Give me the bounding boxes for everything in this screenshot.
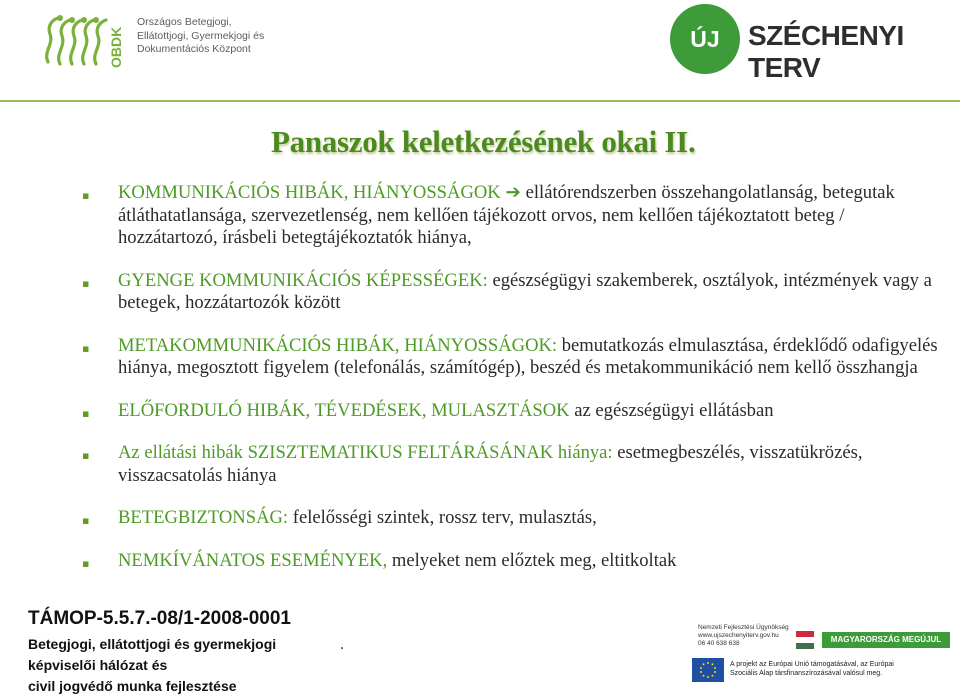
bullet-lead: NEMKÍVÁNATOS ESEMÉNYEK, <box>118 549 388 571</box>
bullet-item <box>82 335 942 380</box>
obdk-swirl-icon <box>40 12 110 72</box>
obdk-vertical-letters <box>108 14 130 70</box>
arrow-icon: ➔ <box>505 182 521 203</box>
bullet-text: bemutatkozás elmulasztása, érdeklődő odafigyelés hiánya, megosztott figyelem (telefonálás, számítógép), beszéd és metakommunikáció nem kellő összhangja <box>118 334 938 378</box>
bullet-item <box>82 270 942 315</box>
bullet-item <box>82 182 942 250</box>
bullet-item <box>82 550 942 573</box>
bullet-lead: BETEGBIZTONSÁG: <box>118 507 289 528</box>
square-bullet-icon: ▪ <box>82 514 90 527</box>
eu-support-text <box>730 660 958 678</box>
szechenyi-terv-logo <box>660 2 960 92</box>
obdk-letters-text: OBDK <box>108 26 124 68</box>
bullet-lead: KOMMUNIKÁCIÓS HIBÁK, HIÁNYOSSÁGOK <box>118 182 501 203</box>
square-bullet-icon: ▪ <box>82 406 90 420</box>
agency-info <box>698 624 789 648</box>
agency-line: www.ujszechenyiterv.gov.hu <box>698 632 779 639</box>
bullet-text: az egészségügyi ellátásban <box>574 399 774 421</box>
project-line: képviselői hálózat és <box>28 657 168 673</box>
bullet-text: egészségügyi szakemberek, osztályok, intézmények vagy a betegek, hozzátartozók között <box>118 269 932 313</box>
square-bullet-icon: ▪ <box>82 449 90 462</box>
bullet-lead: GYENGE KOMMUNIKÁCIÓS KÉPESSÉGEK: <box>118 269 488 291</box>
project-line: Betegjogi, ellátottjogi és gyermekjogi <box>28 636 277 652</box>
project-code: TÁMOP-5.5.7.-08/1-2008-0001 <box>28 608 291 629</box>
szechenyi-prefix: ÚJ <box>690 26 720 52</box>
agency-line: 06 40 638 638 <box>698 640 740 647</box>
eu-flag-icon <box>692 658 724 682</box>
bullet-item <box>82 442 942 487</box>
bullet-item <box>82 507 942 530</box>
renewal-banner: MAGYARORSZÁG MEGÚJUL <box>822 632 950 648</box>
eu-line: Szociális Alap társfinanszírozásával valósul meg. <box>730 670 883 677</box>
square-bullet-icon: ▪ <box>82 276 90 290</box>
bullet-lead: ELŐFORDULÓ HIBÁK, TÉVEDÉSEK, MULASZTÁSOK <box>118 399 570 421</box>
header-divider <box>0 100 960 102</box>
square-bullet-icon: ▪ <box>82 189 90 202</box>
bullet-text: melyeket nem előztek meg, eltitkoltak <box>391 549 677 571</box>
project-line: civil jogvédő munka fejlesztése <box>28 678 237 694</box>
bullet-lead: METAKOMMUNIKÁCIÓS HIBÁK, HIÁNYOSSÁGOK: <box>118 334 558 356</box>
square-bullet-icon: ▪ <box>82 556 90 570</box>
project-description <box>28 634 291 697</box>
bullet-text: esetmegbeszélés, visszatükrözés, visszacsatolás hiánya <box>118 442 863 486</box>
square-bullet-icon: ▪ <box>82 341 90 355</box>
slide-title: Panaszok keletkezésének okai II. <box>271 124 696 159</box>
bullet-text: ellátórendszerben összehangolatlanság, betegutak átláthatatlansága, szervezetlenség, nem kellően tájékozott orvos, nem kellően tájékoztatott beteg / hozzátartozó, írásbeli betegtájékoztatók hiánya, <box>118 182 895 248</box>
agency-line: Nemzeti Fejlesztési Ügynökség <box>698 624 789 631</box>
bullet-lead: Az ellátási hibák SZISZTEMATIKUS FELTÁRÁSÁNAK hiánya: <box>118 442 613 463</box>
hungarian-flag-icon <box>796 631 814 649</box>
eu-line: A projekt az Európai Unió támogatásával, az Európai <box>730 661 894 668</box>
obdk-line: Országos Betegjogi, <box>137 16 232 28</box>
funding-logos <box>690 620 960 700</box>
obdk-line: Ellátottjogi, Gyermekjogi és <box>137 29 265 42</box>
bullet-item <box>82 400 942 423</box>
obdk-name <box>137 16 264 57</box>
bullet-text: felelősségi szintek, rossz terv, mulasztás, <box>292 507 597 528</box>
obdk-line: Dokumentációs Központ <box>137 43 251 55</box>
obdk-logo <box>40 10 270 72</box>
szechenyi-name: SZÉCHENYI TERV <box>748 20 904 83</box>
project-footer <box>28 608 291 697</box>
bullet-list <box>82 182 942 592</box>
footer-dot: . <box>340 636 344 653</box>
